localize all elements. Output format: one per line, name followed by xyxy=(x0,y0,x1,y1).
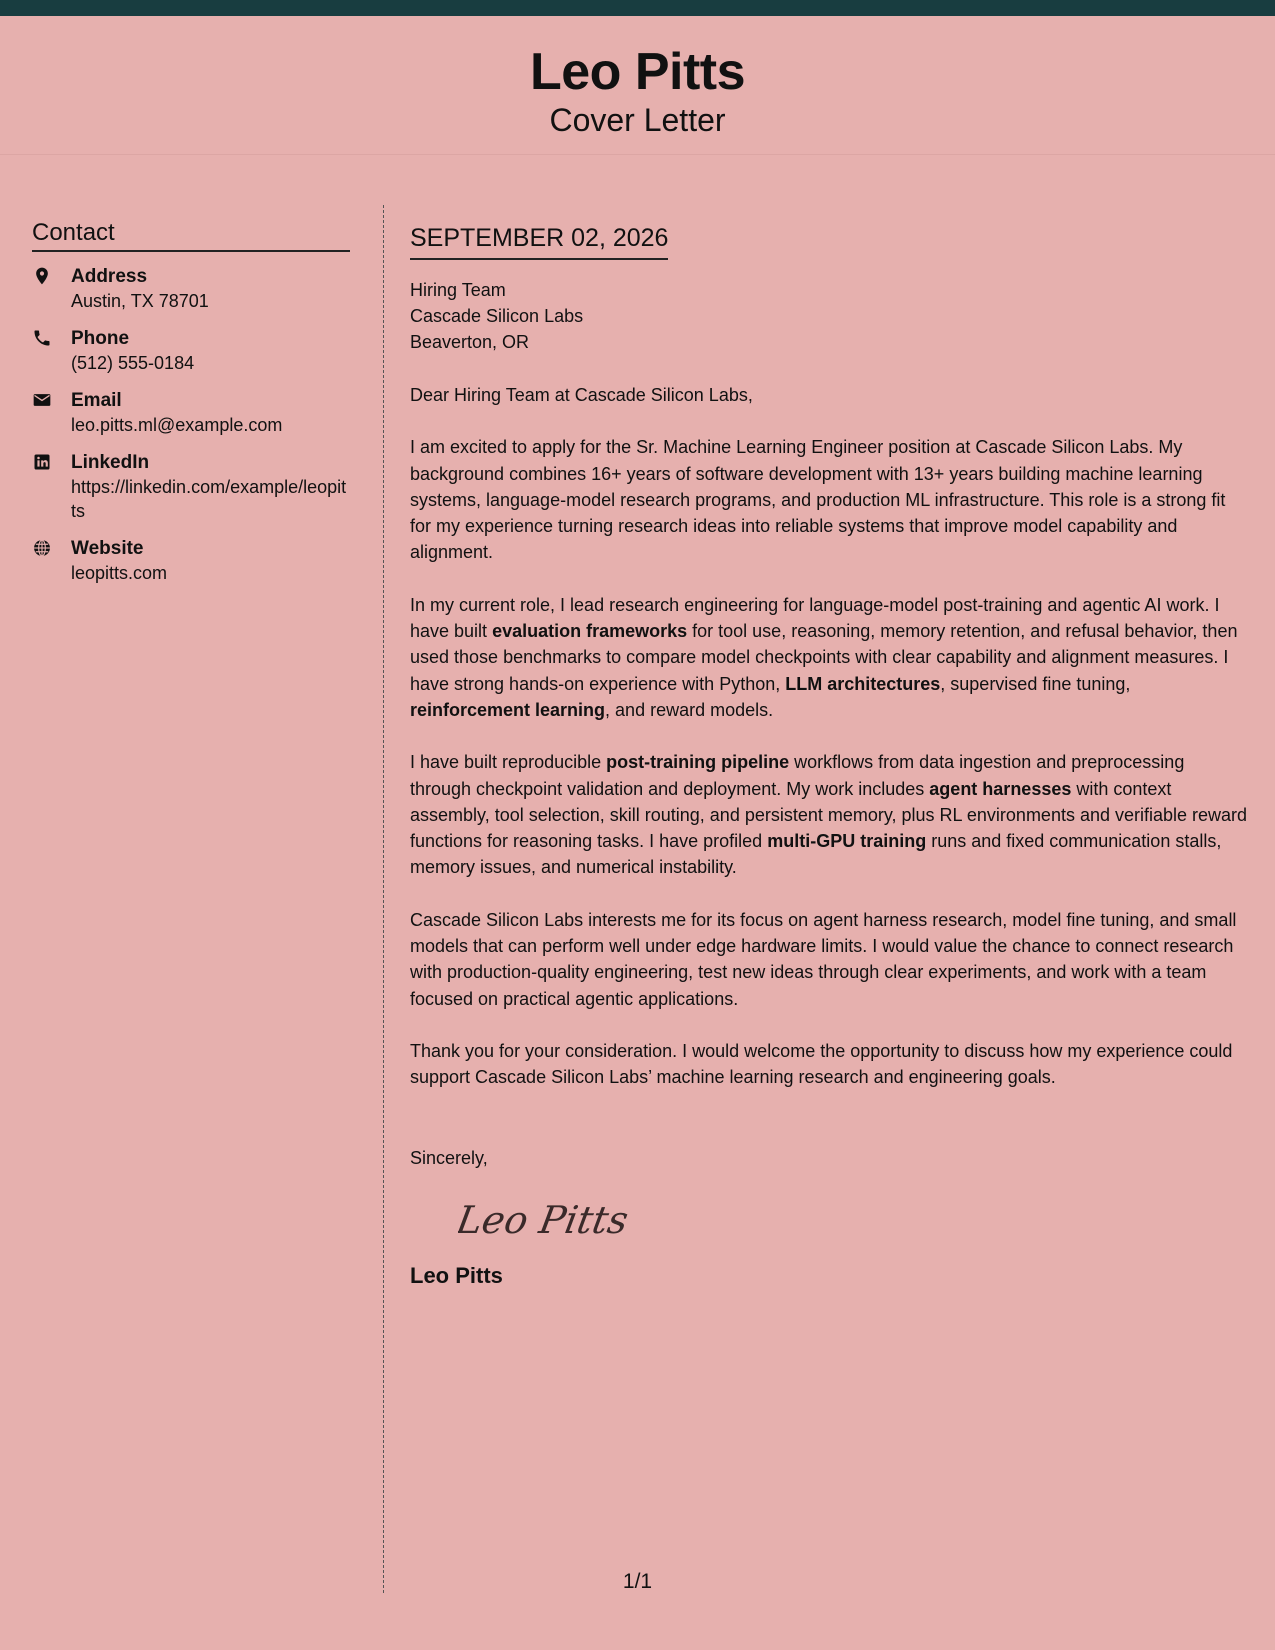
paragraph-text: runs and fixed communication stalls, memory issues, and numerical instability. xyxy=(410,831,1222,878)
signer-name: Leo Pitts xyxy=(410,1262,503,1288)
contact-label: Email xyxy=(71,390,122,411)
contact-item-website xyxy=(32,536,350,585)
paragraph-text: for tool use, reasoning, memory retention, and refusal behavior, then used those benchmarks to compare model checkpoints with clear capability and alignment measures. I have strong hands-on experience with Python, xyxy=(410,621,1238,694)
paragraph-text: In my current role, I lead research engineering for language-model post-training and agentic AI work. I have built xyxy=(410,594,1220,642)
envelope-icon xyxy=(32,390,54,412)
contact-item-email xyxy=(32,388,350,437)
paragraph-text: , supervised fine tuning, xyxy=(940,673,1131,694)
bold-phrase: multi-GPU training xyxy=(767,831,927,852)
contact-item-phone xyxy=(32,326,350,375)
phone-value: (512) 555-0184 xyxy=(71,353,195,373)
signature-text: Leo Pitts xyxy=(458,1198,632,1243)
paragraph-text: I am excited to apply for the Sr. Machine Learning Engineer position at Cascade Silicon Labs. My background combines 16+ years of software development with 13+ years building machine learning systems, language-model research programs, and production ML infrastructure. This role is a strong fit for my experience turning research ideas into reliable systems that improve model capability and alignment. xyxy=(410,437,1226,563)
salutation: Dear Hiring Team at Cascade Silicon Labs, xyxy=(410,385,753,405)
paragraph-text: Cascade Silicon Labs interests me for its focus on agent harness research, model fine tuning, and small models that can perform well under edge hardware limits. I would value the chance to connect research with production-quality engineering, test new ideas through clear experiments, and work with a team focused on practical agentic applications. xyxy=(410,909,1237,1009)
map-pin-icon xyxy=(32,266,54,288)
paragraph-text: Thank you for your consideration. I would welcome the opportunity to discuss how my experience could support Cascade Silicon Labs’ machine learning research and engineering goals. xyxy=(410,1040,1233,1088)
closing: Sincerely, xyxy=(410,1147,488,1168)
contact-sidebar xyxy=(32,219,350,598)
contact-heading: Contact xyxy=(32,219,350,252)
letter-date: SEPTEMBER 02, 2026 xyxy=(410,222,668,260)
letter-paragraph xyxy=(410,592,1250,723)
bold-phrase: agent harnesses xyxy=(929,778,1072,799)
email-value[interactable]: leo.pitts.ml@example.com xyxy=(71,415,283,435)
recipient-line: Cascade Silicon Labs xyxy=(410,306,584,326)
letter-body xyxy=(410,222,1250,1289)
letter-paragraph xyxy=(410,749,1250,880)
contact-item-address xyxy=(32,264,350,313)
applicant-name: Leo Pitts xyxy=(529,43,746,101)
recipient-line: Hiring Team xyxy=(410,280,506,300)
paragraph-text: with context assembly, tool selection, skill routing, and persistent memory, plus RL environments and verifiable reward functions for reasoning tasks. I have profiled xyxy=(410,778,1248,852)
contact-label: Website xyxy=(71,538,144,559)
recipient-block xyxy=(410,277,1250,355)
globe-icon xyxy=(32,538,54,560)
letter-paragraph xyxy=(410,434,1250,565)
top-accent-bar xyxy=(0,0,1275,16)
paragraph-text: workflows from data ingestion and preprocessing through checkpoint validation and deployment. My work includes xyxy=(410,752,1185,799)
signature xyxy=(458,1193,1250,1249)
page-number: 1/1 xyxy=(622,1570,653,1593)
linkedin-value[interactable]: https://linkedin.com/example/leopitts xyxy=(71,477,347,521)
recipient-line: Beaverton, OR xyxy=(410,332,530,352)
bold-phrase: post-training pipeline xyxy=(606,752,790,773)
paragraph-text: I have built reproducible xyxy=(410,752,607,773)
contact-label: LinkedIn xyxy=(71,452,150,473)
bold-phrase: LLM architectures xyxy=(785,673,941,694)
website-value[interactable]: leopitts.com xyxy=(71,563,168,583)
address-value: Austin, TX 78701 xyxy=(71,291,209,311)
bold-phrase: reinforcement learning xyxy=(410,699,606,720)
linkedin-icon xyxy=(32,452,54,474)
column-divider xyxy=(383,205,384,1593)
header xyxy=(0,16,1275,155)
paragraph-text: , and reward models. xyxy=(605,699,774,720)
phone-icon xyxy=(32,328,54,350)
letter-paragraph xyxy=(410,907,1250,1012)
contact-label: Phone xyxy=(71,328,130,349)
contact-label: Address xyxy=(71,266,148,287)
contact-item-linkedin xyxy=(32,450,350,523)
letter-paragraph xyxy=(410,1038,1250,1091)
document-subtitle: Cover Letter xyxy=(549,102,726,139)
bold-phrase: evaluation frameworks xyxy=(492,621,688,642)
